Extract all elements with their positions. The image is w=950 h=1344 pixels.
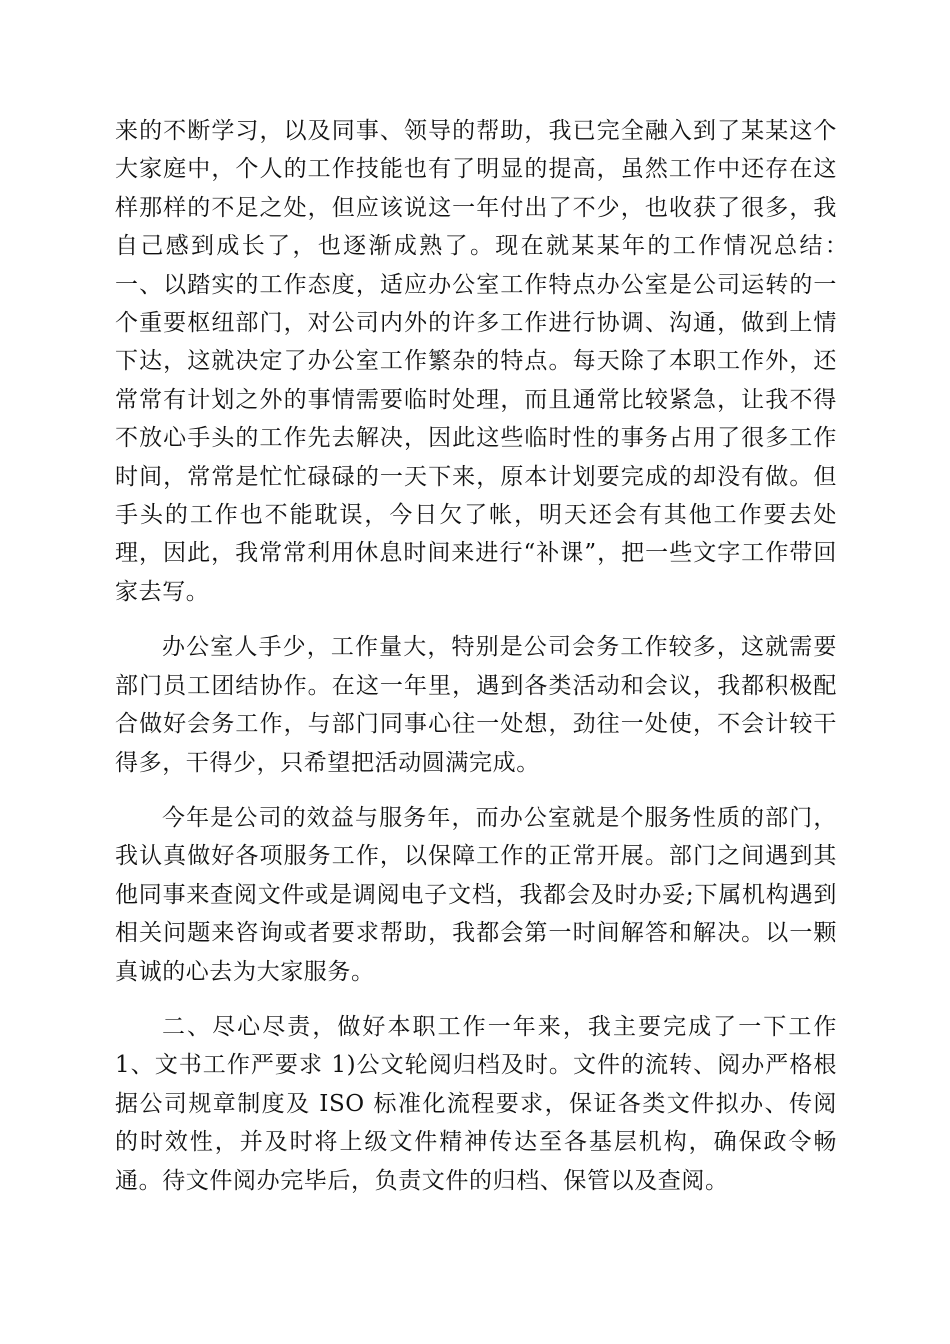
paragraph-2: 办公室人手少，工作量大，特别是公司会务工作较多，这就需要部门员工团结协作。在这一年里，遇到各类活动和会议，我都积极配合做好会务工作，与部门同事心往一处想，劲往一处使，不会计较干得多，干得少，只希望把活动圆满完成。 <box>115 634 837 776</box>
paragraph-3: 今年是公司的效益与服务年，而办公室就是个服务性质的部门，我认真做好各项服务工作，以保障工作的正常开展。部门之间遇到其他同事来查阅文件或是调阅电子文档，我都会及时办妥;下属机构遇到相关问题来咨询或者要求帮助，我都会第一时间解答和解决。以一颗真诚的心去为大家服务。 <box>115 804 837 985</box>
paragraph-4: 二、尽心尽责，做好本职工作一年来，我主要完成了一下工作 1、文书工作严要求 1)公文轮阅归档及时。文件的流转、阅办严格根据公司规章制度及 ISO 标准化流程要求，保证各类文件拟办、传阅的时效性，并及时将上级文件精神传达至各基层机构，确保政令畅通。待文件阅办完毕后，负责文件的归档、保管以及查阅。 <box>115 1013 837 1194</box>
document-body <box>115 112 861 1217</box>
paragraph-1: 来的不断学习，以及同事、领导的帮助，我已完全融入到了某某这个大家庭中，个人的工作技能也有了明显的提高，虽然工作中还存在这样那样的不足之处，但应该说这一年付出了不少，也收获了很多，我自己感到成长了，也逐渐成熟了。现在就某某年的工作情况总结： 一、以踏实的工作态度，适应办公室工作特点办公室是公司运转的一个重要枢纽部门，对公司内外的许多工作进行协调、沟通，做到上情下达，这就决定了办公室工作繁杂的特点。每天除了本职工作外，还常常有计划之外的事情需要临时处理，而且通常比较紧急，让我不得不放心手头的工作先去解决，因此这些临时性的事务占用了很多工作时间，常常是忙忙碌碌的一天下来，原本计划要完成的却没有做。但手头的工作也不能耽误，今日欠了帐，明天还会有其他工作要去处理，因此，我常常利用休息时间来进行“补课”，把一些文字工作带回家去写。 <box>115 118 861 605</box>
